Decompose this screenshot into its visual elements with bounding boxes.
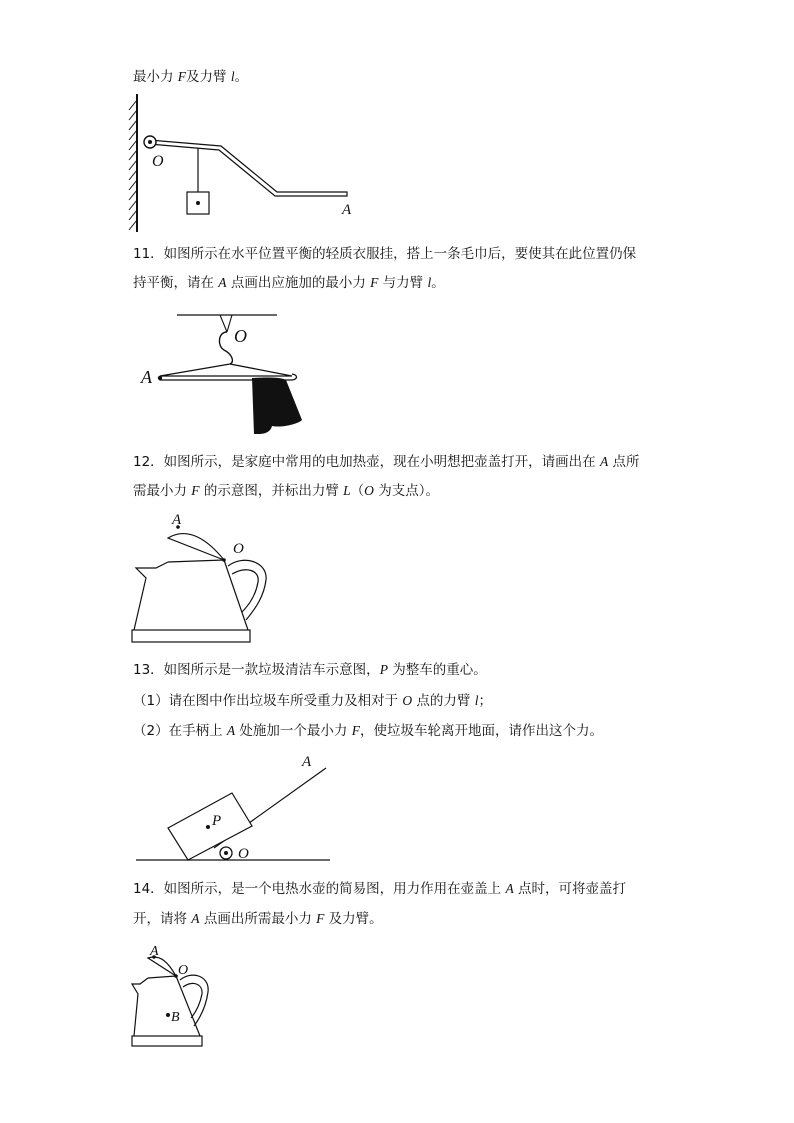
fig11-label-o: O <box>234 326 247 346</box>
fig13-label-a: A <box>302 754 312 770</box>
fig11-label-a: A <box>141 367 152 387</box>
q13-line1: 13．如图所示是一款垃圾清洁车示意图，P 为整车的重心。 <box>133 662 487 678</box>
fig12-label-a: A <box>172 512 182 528</box>
q13-line3: （2）在手柄上 A 处施加一个最小力 F，使垃圾车轮离开地面，请作出这个力。 <box>133 723 603 739</box>
q11-line1: 11．如图所示在水平位置平衡的轻质衣服挂，搭上一条毛巾后，要使其在此位置仍保 <box>133 246 637 262</box>
q12-line1: 12．如图所示，是家庭中常用的电加热壶，现在小明想把壶盖打开，请画出在 A 点所 <box>133 454 640 470</box>
fig13-label-p: P <box>212 813 222 829</box>
fig10-label-a: A <box>342 202 352 218</box>
figure-garbage-cart <box>134 752 334 864</box>
fig13-label-o: O <box>238 846 249 862</box>
fig14-label-o: O <box>178 963 189 978</box>
figure-clothes-hanger <box>140 312 310 437</box>
q12-line2: 需最小力 F 的示意图，并标出力臂 L（O 为支点）。 <box>133 483 439 499</box>
figure-bent-lever <box>125 94 365 234</box>
q13-line2: （1）请在图中作出垃圾车所受重力及相对于 O 点的力臂 l； <box>133 693 492 709</box>
q14-line1: 14．如图所示，是一个电热水壶的简易图，用力作用在壶盖上 A 点时，可将壶盖打 <box>133 881 627 897</box>
q10-tail-text: 最小力 F及力臂 l。 <box>133 69 249 85</box>
figure-water-kettle <box>128 940 223 1050</box>
q11-line2: 持平衡，请在 A 点画出应施加的最小力 F 与力臂 l。 <box>133 275 445 291</box>
q14-line2: 开，请将 A 点画出所需最小力 F 及力臂。 <box>133 911 383 927</box>
fig14-label-a: A <box>150 944 159 959</box>
fig12-label-o: O <box>233 541 244 557</box>
fig14-label-b: B <box>171 1010 180 1025</box>
fig10-label-o: O <box>152 153 164 170</box>
figure-electric-kettle <box>128 510 278 645</box>
